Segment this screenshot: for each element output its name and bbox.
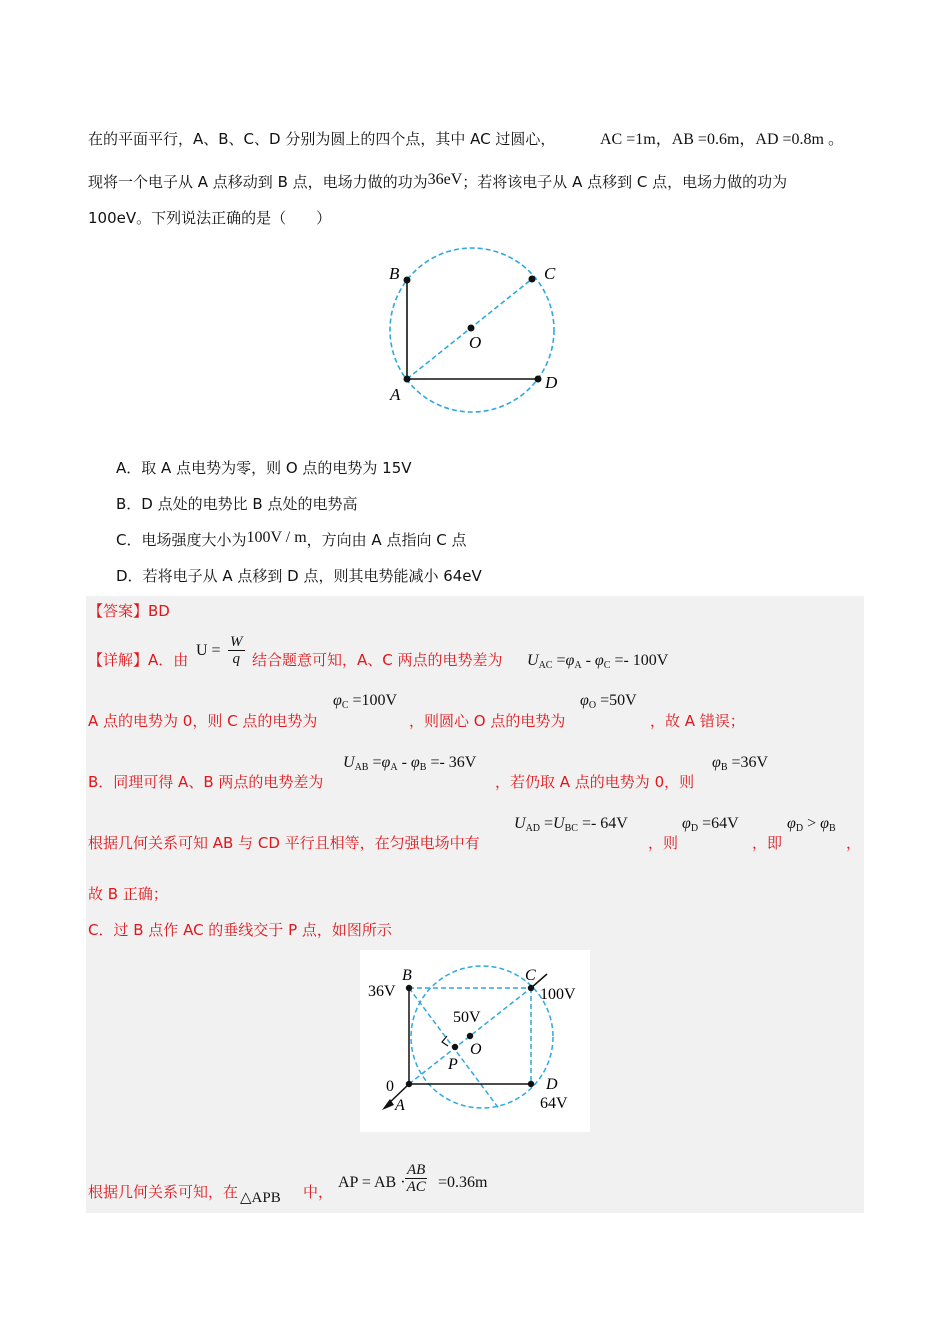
detail-line-1-mid: 结合题意可知，A、C 两点的电势差为: [252, 651, 503, 669]
given-lengths-formula: AC =1m，AB =0.6m，AD =0.8m 。: [600, 131, 844, 148]
formula-uad: $U_{AD} =U_{BC} =- 64V$: [514, 815, 628, 834]
point-c: [529, 276, 536, 283]
work-ab-value: 36eV: [427, 171, 463, 188]
detail-line-5: 故 B 正确；: [88, 885, 168, 903]
label-b-2: B: [402, 967, 412, 984]
option-d[interactable]: [116, 565, 482, 586]
detail-line-4a: 根据几何关系可知 AB 与 CD 平行且相等，在匀强电场中有: [88, 834, 480, 852]
point-b: [404, 277, 411, 284]
formula-phi-o: $\varphi_O =50V$: [580, 692, 637, 711]
formula-phi-b: $\varphi_B =36V$: [712, 754, 769, 773]
point-b-2: [406, 985, 412, 991]
detail-line-2c: ，故 A 错误；: [650, 712, 745, 730]
option-d-text: 若将电子从 A 点移到 D 点，则其电势能减小 64eV: [142, 567, 482, 585]
point-c-2: [528, 985, 534, 991]
option-d-key: D．: [116, 567, 143, 585]
detail-line-1: [88, 649, 188, 670]
detail-line-3b: ，若仍取 A 点的电势为 0，则: [495, 773, 695, 791]
frac-ac: AC: [406, 1179, 426, 1195]
label-d: D: [545, 373, 558, 392]
detail-label: 【详解】A．由: [88, 651, 189, 669]
detail-line-4d: ，: [846, 834, 862, 852]
option-a[interactable]: [116, 457, 412, 478]
frac-w: W: [230, 634, 243, 650]
label-a: A: [390, 385, 401, 404]
question-line-1-text: 在的平面平行，A、B、C、D 分别为圆上的四个点，其中 AC 过圆心，: [88, 130, 556, 148]
label-d-2: D: [546, 1076, 558, 1093]
point-d-2: [528, 1081, 534, 1087]
point-o: [468, 325, 475, 332]
detail-line-2a: A 点的电势为 0，则 C 点的电势为: [88, 712, 318, 730]
question-line-2a: 现将一个电子从 A 点移动到 B 点，电场力做的功为: [88, 173, 428, 191]
frac-q: q: [232, 651, 240, 667]
point-d: [535, 376, 542, 383]
formula-phi-compare: $\varphi_D > \varphi_B$: [787, 815, 836, 834]
option-c-text-b: ，方向由 A 点指向 C 点: [306, 531, 467, 549]
question-line-3: 100eV。下列说法正确的是（ ）: [88, 209, 332, 227]
detail-line-7b: 中，: [303, 1183, 334, 1201]
label-b: B: [389, 264, 400, 283]
formula-uab: $U_{AB} =\varphi_A - \varphi_B =- 36V$: [343, 754, 477, 773]
detail-line-2b: ，则圆心 O 点的电势为: [409, 712, 566, 730]
answer-label: 【答案】BD: [88, 602, 170, 620]
detail-line-4c: ，即: [752, 834, 783, 852]
option-a-text: 取 A 点电势为零，则 O 点的电势为 15V: [141, 459, 412, 477]
detail-line-4b: ，则: [648, 834, 679, 852]
detail-line-6: C．过 B 点作 AC 的垂线交于 P 点，如图所示: [88, 921, 392, 939]
formula-uac: $U_{AC} =\varphi_A - \varphi_C =- 100V$: [527, 652, 669, 671]
point-o-2: [467, 1033, 473, 1039]
triangle-apb: [240, 1188, 281, 1207]
label-a-2: A: [395, 1097, 405, 1114]
question-line-2: [88, 171, 787, 192]
formula-ap-fraction: [405, 1162, 427, 1195]
label-c: C: [544, 264, 556, 283]
option-c-text-a: 电场强度大小为: [141, 531, 247, 549]
option-b-key: B．: [116, 495, 142, 513]
option-b[interactable]: [116, 493, 357, 514]
potential-o: 50V: [453, 1009, 481, 1026]
formula-u-fraction: [228, 634, 245, 667]
detail-line-7a: 根据几何关系可知，在: [88, 1183, 239, 1201]
option-c[interactable]: [116, 529, 466, 550]
label-p: P: [448, 1056, 458, 1073]
triangle-apb-text: △APB: [240, 1190, 281, 1206]
point-p: [452, 1044, 458, 1050]
question-line-2b: ；若将该电子从 A 点移到 C 点，电场力做的功为: [462, 173, 788, 191]
circle-figure-1: [380, 245, 580, 415]
label-o: O: [469, 333, 482, 352]
potential-a: 0: [386, 1078, 394, 1095]
formula-ap-rhs: =0.36m: [438, 1174, 488, 1191]
option-c-formula: 100V / m: [246, 529, 307, 546]
formula-phi-c: $\varphi_C =100V$: [333, 692, 398, 711]
potential-c: 100V: [540, 986, 576, 1003]
formula-u-lhs: U =: [196, 642, 221, 659]
frac-ab: AB: [407, 1162, 426, 1178]
label-o-2: O: [470, 1041, 482, 1058]
point-a: [404, 376, 411, 383]
label-c-2: C: [525, 967, 536, 984]
point-a-2: [406, 1081, 412, 1087]
question-line-1: [88, 128, 555, 149]
right-angle-mark: [442, 1036, 448, 1046]
potential-b: 36V: [368, 983, 396, 1000]
potential-d: 64V: [540, 1095, 568, 1112]
option-b-text: D 点处的电势比 B 点处的电势高: [141, 495, 358, 513]
option-a-key: A．: [116, 459, 142, 477]
option-c-key: C．: [116, 531, 142, 549]
circle-figure-2: [360, 950, 590, 1132]
detail-line-3a: B．同理可得 A、B 两点的电势差为: [88, 773, 324, 791]
formula-ap-lhs: AP = AB ·: [338, 1174, 406, 1191]
formula-phi-d: $\varphi_D =64V$: [682, 815, 739, 834]
